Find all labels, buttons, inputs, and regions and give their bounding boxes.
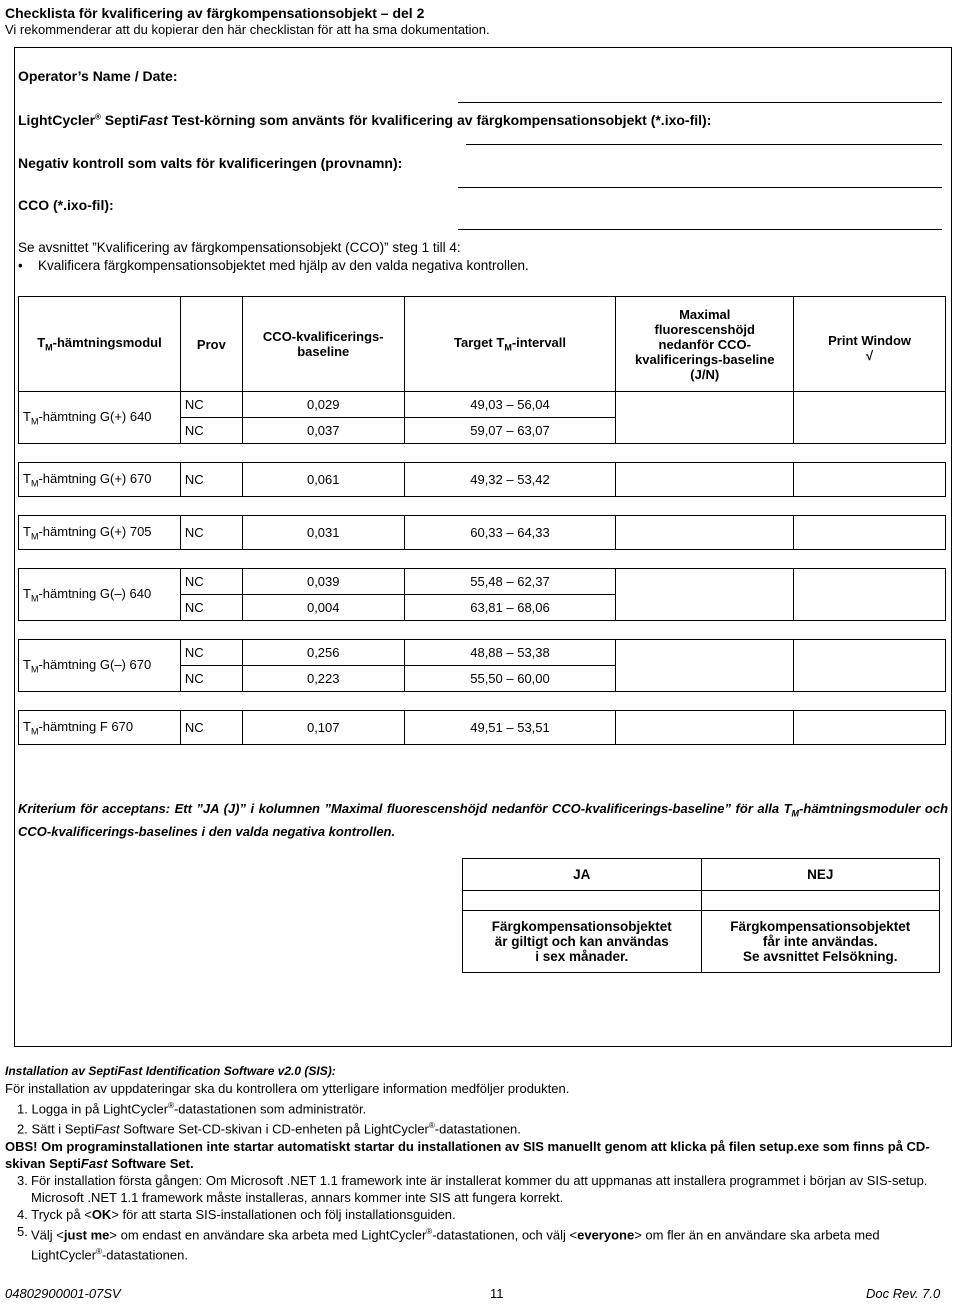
check-icon: √ <box>866 348 874 363</box>
baseline-cell: 0,061 <box>242 463 404 497</box>
qualification-table <box>18 296 946 745</box>
operator-label: Operator’s Name / Date: <box>18 68 178 84</box>
ja-outcome: Färgkompensationsobjektet är giltigt och kan användas i sex månader. <box>463 911 702 973</box>
table-row <box>19 640 946 666</box>
run-field[interactable] <box>466 144 942 145</box>
max-fluorescence-input[interactable] <box>616 640 794 692</box>
range-cell: 48,88 – 53,38 <box>404 640 616 666</box>
table-spacer <box>19 692 946 711</box>
header-cco-baseline: CCO-kvalificerings- baseline <box>242 297 404 392</box>
range-cell: 55,50 – 60,00 <box>404 666 616 692</box>
table-row <box>19 516 946 550</box>
baseline-cell: 0,029 <box>242 392 404 418</box>
header-print-window: Print Window √ <box>794 297 946 392</box>
install-step-1: 1. Logga in på LightCycler®-datastationen som administratör. <box>17 1101 367 1117</box>
module-cell: $T_M$-hämtning G(–) 640 <box>19 569 181 621</box>
nej-outcome: Färgkompensationsobjektet får inte användas. Se avsnittet Felsökning. <box>701 911 940 973</box>
print-window-checkbox[interactable] <box>794 640 946 692</box>
prov-cell: NC <box>180 640 242 666</box>
table-header-row <box>19 297 946 392</box>
ja-header: JA <box>463 859 702 891</box>
install-section <box>5 1063 955 1263</box>
table-spacer <box>19 621 946 640</box>
max-fluorescence-input[interactable] <box>616 463 794 497</box>
header-target-range: Target $T_M$-intervall <box>404 297 616 392</box>
module-cell: $T_M$-hämtning G(+) 705 <box>19 516 181 550</box>
table-row <box>19 711 946 745</box>
module-cell: $T_M$-hämtning G(–) 670 <box>19 640 181 692</box>
page-subtitle: Vi rekommenderar att du kopierar den här checklistan för att ha sma dokumentation. <box>5 22 490 37</box>
range-cell: 59,07 – 63,07 <box>404 418 616 444</box>
header-prov: Prov <box>180 297 242 392</box>
baseline-cell: 0,039 <box>242 569 404 595</box>
document-number: 04802900001-07SV <box>5 1286 121 1301</box>
acceptance-criteria: Kriterium för acceptans: Ett ”JA (J)” i kolumnen ”Maximal fluorescenshöjd nedanför CCO-kvalificerings-baseline” för alla $T_M$-hämtningsmoduler och CCO-kvalificerings-baselines i den valda negativa kontrollen. <box>18 801 949 839</box>
print-window-checkbox[interactable] <box>794 463 946 497</box>
baseline-cell: 0,107 <box>242 711 404 745</box>
table-spacer <box>19 444 946 463</box>
baseline-cell: 0,223 <box>242 666 404 692</box>
print-window-checkbox[interactable] <box>794 392 946 444</box>
module-cell: $T_M$-hämtning F 670 <box>19 711 181 745</box>
prov-cell: NC <box>180 595 242 621</box>
table-row <box>19 569 946 595</box>
table-spacer <box>19 550 946 569</box>
baseline-cell: 0,004 <box>242 595 404 621</box>
prov-cell: NC <box>180 418 242 444</box>
range-cell: 49,03 – 56,04 <box>404 392 616 418</box>
negative-control-label: Negativ kontroll som valts för kvalificeringen (provnamn): <box>18 155 403 171</box>
decision-table <box>462 858 940 973</box>
nej-spacer <box>701 891 940 911</box>
bullet-icon: • <box>18 258 23 273</box>
print-window-checkbox[interactable] <box>794 711 946 745</box>
prov-cell: NC <box>180 711 242 745</box>
print-window-checkbox[interactable] <box>794 569 946 621</box>
max-fluorescence-input[interactable] <box>616 392 794 444</box>
max-fluorescence-input[interactable] <box>616 569 794 621</box>
install-intro: För installation av uppdateringar ska du kontrollera om ytterligare information medföljer produkten. <box>5 1081 570 1096</box>
install-step-4: 4. Tryck på <OK> för att starta SIS-installationen och följ installationsguiden. <box>17 1206 456 1222</box>
header-module: $T_M$-hämtningsmodul <box>19 297 181 392</box>
range-cell: 49,32 – 53,42 <box>404 463 616 497</box>
range-cell: 55,48 – 62,37 <box>404 569 616 595</box>
max-fluorescence-input[interactable] <box>616 711 794 745</box>
install-step-5: 5. Välj <just me> om endast en användare ska arbeta med LightCycler®-datastationen, och välj <everyone> om fler än en användare ska arbeta med LightCycler®-datastationen. <box>17 1223 880 1263</box>
module-cell: $T_M$-hämtning G(+) 670 <box>19 463 181 497</box>
prov-cell: NC <box>180 569 242 595</box>
table-spacer <box>19 497 946 516</box>
range-cell: 63,81 – 68,06 <box>404 595 616 621</box>
cco-field[interactable] <box>458 229 942 230</box>
baseline-cell: 0,031 <box>242 516 404 550</box>
install-step-3: 3. För installation första gången: Om Microsoft .NET 1.1 framework inte är installerat kommer du att uppmanas att installera programmet i början av SIS-setup. Microsoft .NET 1.1 framework måste installeras, annars kommer inte SIS att fungera korrekt. <box>17 1172 928 1205</box>
ja-spacer <box>463 891 702 911</box>
negative-control-field[interactable] <box>458 187 942 188</box>
install-step-2: 2. Sätt i SeptiFast Software Set-CD-skivan i CD-enheten på LightCycler®-datastationen. <box>17 1121 521 1137</box>
doc-revision: Doc Rev. 7.0 <box>866 1286 941 1301</box>
table-row <box>19 463 946 497</box>
install-note: OBS! Om programinstallationen inte startar automatiskt startar du installationen av SIS manuellt genom att klicka på filen setup.exe som finns på CD-skivan SeptiFast Software Set. <box>5 1138 930 1171</box>
page-number: 11 <box>490 1286 504 1301</box>
prov-cell: NC <box>180 666 242 692</box>
section-reference: Se avsnittet ”Kvalificering av färgkompensationsobjekt (CCO)” steg 1 till 4: <box>18 240 461 255</box>
print-window-checkbox[interactable] <box>794 516 946 550</box>
range-cell: 49,51 – 53,51 <box>404 711 616 745</box>
prov-cell: NC <box>180 463 242 497</box>
table-row <box>19 392 946 418</box>
prov-cell: NC <box>180 392 242 418</box>
baseline-cell: 0,256 <box>242 640 404 666</box>
prov-cell: NC <box>180 516 242 550</box>
max-fluorescence-input[interactable] <box>616 516 794 550</box>
operator-field[interactable] <box>458 102 942 103</box>
nej-header: NEJ <box>701 859 940 891</box>
range-cell: 60,33 – 64,33 <box>404 516 616 550</box>
header-max-fluorescence: Maximal fluorescenshöjd nedanför CCO- kvalificerings-baseline (J/N) <box>616 297 794 392</box>
section-item: Kvalificera färgkompensationsobjektet med hjälp av den valda negativa kontrollen. <box>38 258 529 273</box>
run-label: LightCycler® SeptiFast Test-körning som använts för kvalificering av färgkompensationsobjekt (*.ixo-fil): <box>18 112 712 128</box>
baseline-cell: 0,037 <box>242 418 404 444</box>
install-title: Installation av SeptiFast Identification Software v2.0 (SIS): <box>5 1064 336 1078</box>
page-title: Checklista för kvalificering av färgkompensationsobjekt – del 2 <box>5 5 425 21</box>
cco-label: CCO (*.ixo-fil): <box>18 197 114 213</box>
module-cell: $T_M$-hämtning G(+) 640 <box>19 392 181 444</box>
